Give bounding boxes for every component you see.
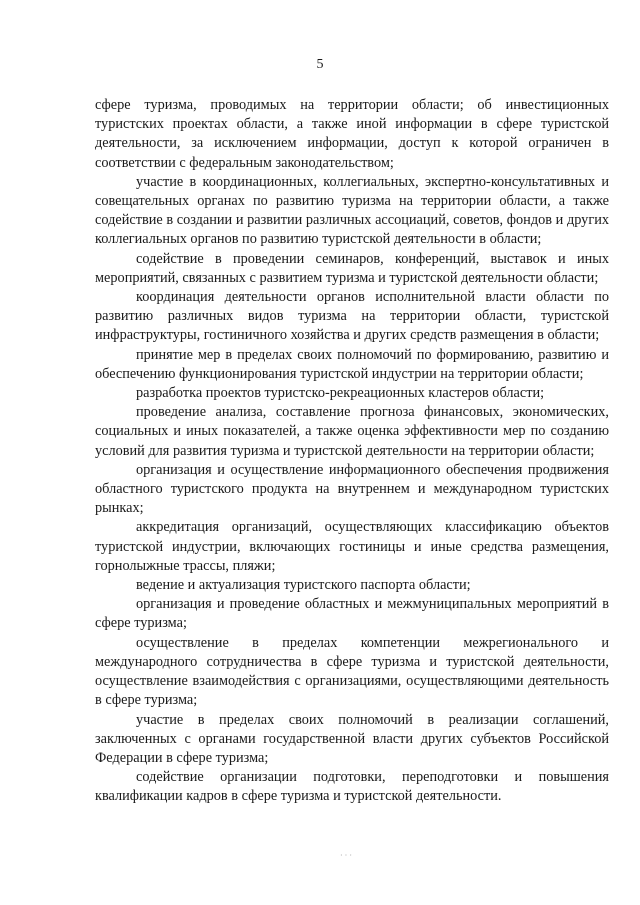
paragraph: организация и осуществление информационного обеспечения продвижения областного туристского продукта на внутреннем и международном туристских рынках; <box>95 461 609 517</box>
paragraph: ведение и актуализация туристского паспорта области; <box>136 577 471 594</box>
paragraph: аккредитация организаций, осуществляющих классификацию объектов туристской индустрии, включающих гостиницы и иные средства размещения, горнолыжные трассы, пляжи; <box>95 519 609 574</box>
paragraph: содействие организации подготовки, переподготовки и повышения квалификации кадров в сфере туризма и туристской деятельности. <box>95 769 609 805</box>
paragraph: принятие мер в пределах своих полномочий по формированию, развитию и обеспечению функционирования туристской индустрии на территории области; <box>95 346 609 382</box>
paragraph: содействие в проведении семинаров, конференций, выставок и иных мероприятий, связанных с развитием туризма и туристской деятельности области; <box>95 250 609 286</box>
paragraph: координация деятельности органов исполнительной власти области по развитию различных видов туризма на территории области, туристской инфраструктуры, гостиничного хозяйства и других средств размещения в области; <box>95 289 609 344</box>
paragraph: организация и проведение областных и межмуниципальных мероприятий в сфере туризма; <box>95 596 609 632</box>
paragraph: участие в пределах своих полномочий в реализации соглашений, заключенных с органами государственной власти других субъектов Российской Федерации в сфере туризма; <box>95 711 609 766</box>
paragraph: разработка проектов туристско-рекреационных кластеров области; <box>136 385 545 402</box>
paragraph: проведение анализа, составление прогноза финансовых, экономических, социальных и иных показателей, а также оценка эффективности мер по созданию условий для развития туризма и туристской деятельности на территории области; <box>95 404 609 459</box>
paragraph-continuation: сфере туризма, проводимых на территории области; об инвестиционных туристских проектах области, а также иной информации в сфере туристской деятельности, за исключением информации, доступ к которой ограничен в соответствии с федеральным законодательством; <box>95 97 609 171</box>
paragraph: осуществление в пределах компетенции межрегионального и международного сотрудничества в сфере туризма и туристской деятельности, осуществление взаимодействия с организациями, осуществляющими деятельность в сфере туризма; <box>95 634 609 709</box>
page-number: 5 <box>316 57 324 72</box>
scan-speck: · · · <box>340 851 352 860</box>
paragraph: участие в координационных, коллегиальных, экспертно-консультативных и совещательных органах по развитию туризма на территории области, а также содействие в создании и развитии различных ассоциаций, советов, фондов и других коллегиальных органов по развитию туристской деятельности в области; <box>95 173 609 248</box>
document-body <box>95 96 609 807</box>
